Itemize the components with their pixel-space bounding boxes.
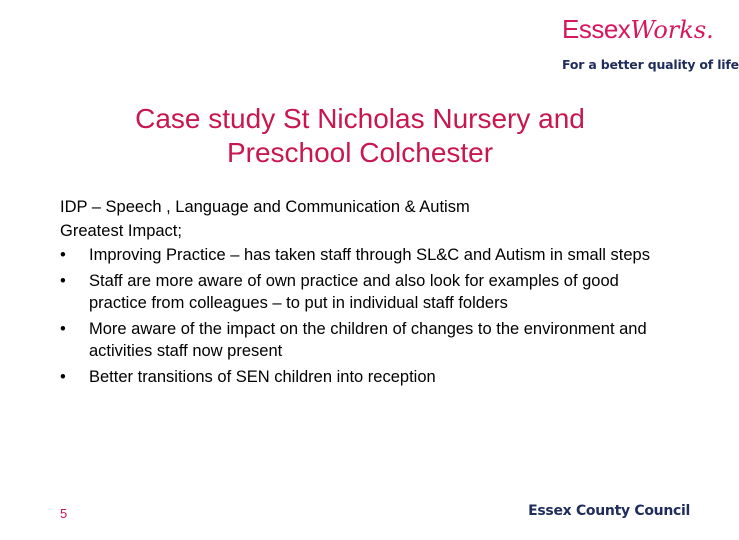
logo-works-text: Works. (630, 16, 714, 44)
bullet-text: Better transitions of SEN children into reception (89, 368, 436, 386)
bullet-icon: • (60, 246, 66, 264)
bullet-text: Staff are more aware of own practice and also look for examples of good practice from colleagues – to put in individual staff folders (89, 272, 619, 312)
bullet-text: Improving Practice – has taken staff through SL&C and Autism in small steps (89, 246, 650, 264)
bullet-icon: • (60, 272, 66, 290)
bullet-icon: • (60, 368, 66, 386)
bullet-icon: • (60, 320, 66, 338)
bullet-list (60, 244, 670, 388)
slide-title (60, 102, 660, 170)
intro-line-1: IDP – Speech , Language and Communication & Autism (60, 198, 470, 216)
logo-tagline: For a better quality of life (562, 57, 739, 72)
slide-title-line-2: Preschool Colchester (226, 137, 494, 168)
bullet-item (60, 366, 670, 388)
page-number: 5 (60, 506, 68, 521)
essexworks-logo (542, 14, 739, 72)
slide-body (60, 196, 670, 392)
slide-title-line-1: Case study St Nicholas Nursery and (135, 103, 585, 134)
bullet-item (60, 318, 670, 362)
logo-essex-text: Essex (562, 14, 631, 44)
essex-county-council-logo: Essex County Council (528, 503, 690, 519)
logo-wordmark (562, 14, 714, 45)
bullet-text: More aware of the impact on the children of changes to the environment and activities staff now present (89, 320, 647, 360)
bullet-item (60, 244, 670, 266)
intro-line-2: Greatest Impact; (60, 222, 182, 240)
bullet-item (60, 270, 670, 314)
